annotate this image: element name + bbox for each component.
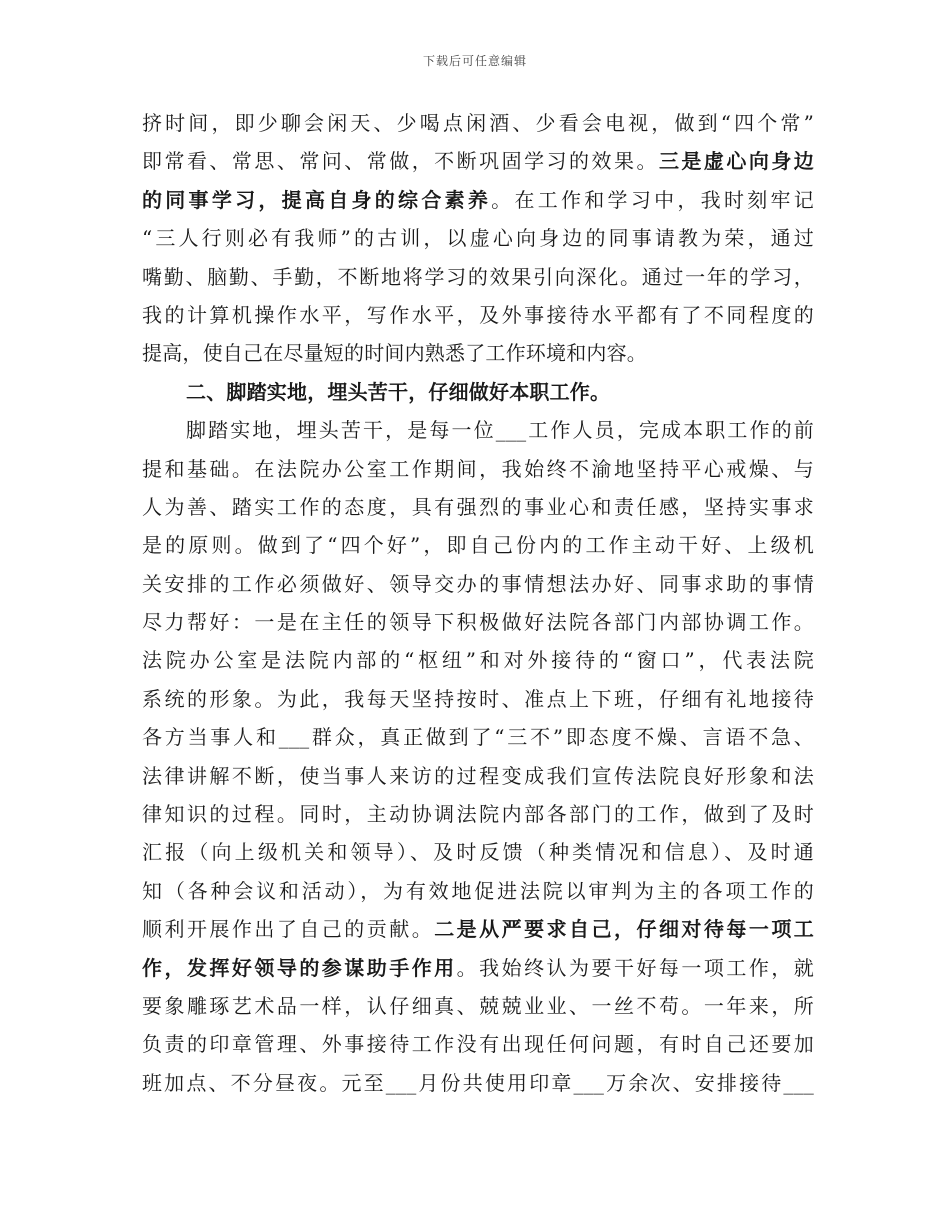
text-line: 系统的形象。为此，我每天坚持按时、准点上下班，仔细有礼地接待 xyxy=(142,686,814,711)
text-line: 提和基础。在法院办公室工作期间，我始终不渝地坚持平心戒燥、与 xyxy=(142,456,814,481)
text-line: 负责的印章管理、外事接待工作没有出现任何问题，有时自己还要加 xyxy=(142,1032,814,1057)
heading-text: 二、脚踏实地，埋头苦干，仔细做好本职工作。 xyxy=(186,379,611,404)
text-line: 即常看、常思、常问、常做，不断巩固学习的效果。三是虚心向身边 xyxy=(142,149,814,174)
text-line: 要象雕琢艺术品一样，认仔细真、兢兢业业、一丝不苟。一年来，所 xyxy=(142,993,814,1018)
section-heading xyxy=(142,373,814,411)
text-line: 是的原则。做到了“四个好”，即自己份内的工作主动干好、上级机 xyxy=(142,533,814,558)
text-line: 顺利开展作出了自己的贡献。二是从严要求自己，仔细对待每一项工 xyxy=(142,917,814,942)
text-line: 提高，使自己在尽量短的时间内熟悉了工作环境和内容。 xyxy=(142,341,647,366)
text-line: 人为善、踏实工作的态度，具有强烈的事业心和责任感，坚持实事求 xyxy=(142,494,814,519)
text-line: 嘴勤、脑勤、手勤，不断地将学习的效果引向深化。通过一年的学习， xyxy=(142,264,814,289)
paragraph xyxy=(142,411,814,1102)
text-line: 的同事学习，提高自身的综合素养。在工作和学习中，我时刻牢记 xyxy=(142,187,814,212)
text-line: 法律讲解不断，使当事人来访的过程变成我们宣传法院良好形象和法 xyxy=(142,763,814,788)
text-line: 我的计算机操作水平，写作水平，及外事接待水平都有了不同程度的 xyxy=(142,302,814,327)
text-line: 律知识的过程。同时，主动协调法院内部各部门的工作，做到了及时 xyxy=(142,802,814,827)
paragraph xyxy=(142,104,814,373)
text-line: 知（各种会议和活动），为有效地促进法院以审判为主的各项工作的 xyxy=(142,878,814,903)
text-line: 班加点、不分昼夜。元至___月份共使用印章___万余次、安排接待___ xyxy=(142,1070,814,1095)
text-line: “三人行则必有我师”的古训，以虚心向身边的同事请教为荣，通过 xyxy=(142,226,814,251)
text-line: 关安排的工作必须做好、领导交办的事情想法办好、同事求助的事情 xyxy=(142,571,814,596)
text-line: 挤时间，即少聊会闲天、少喝点闲酒、少看会电视，做到“四个常” xyxy=(142,111,814,135)
text-line: 法院办公室是法院内部的“枢纽”和对外接待的“窗口”，代表法院 xyxy=(142,648,814,673)
text-line: 各方当事人和___群众，真正做到了“三不”即态度不燥、言语不急、 xyxy=(142,725,814,750)
text-line: 汇报（向上级机关和领导）、及时反馈（种类情况和信息）、及时通 xyxy=(142,840,814,865)
document-body xyxy=(142,104,814,1102)
text-line: 脚踏实地，埋头苦干，是每一位___工作人员，完成本职工作的前 xyxy=(186,418,814,443)
page-header: 下载后可任意编辑 xyxy=(422,54,527,68)
text-line: 作，发挥好领导的参谋助手作用。我始终认为要干好每一项工作，就 xyxy=(142,955,814,980)
text-line: 尽力帮好：一是在主任的领导下积极做好法院各部门内部协调工作。 xyxy=(142,610,814,635)
